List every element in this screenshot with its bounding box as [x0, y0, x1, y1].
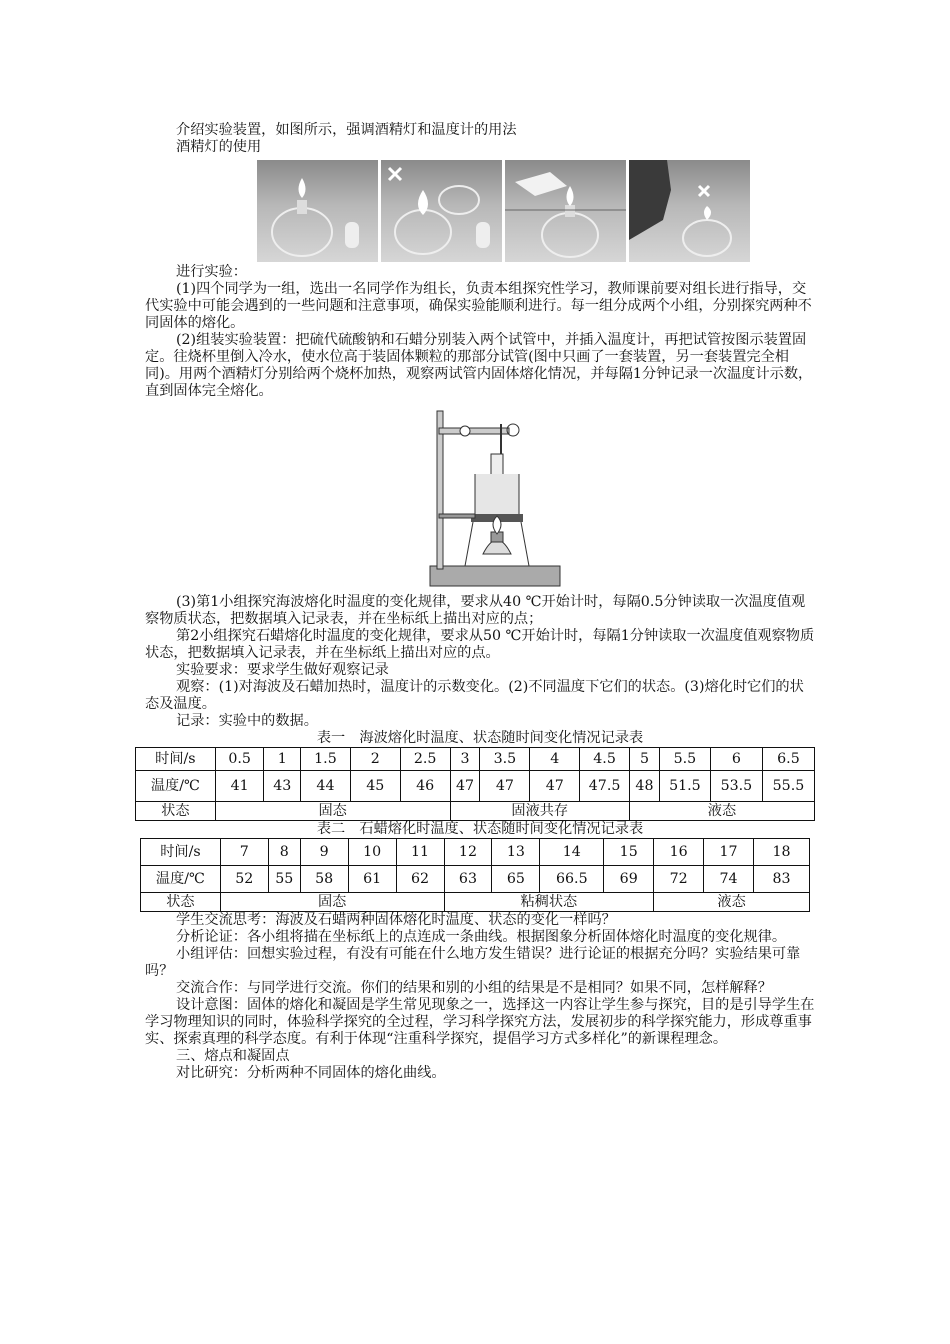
table-cell: 45 — [350, 771, 400, 802]
heating-apparatus-figure — [425, 406, 565, 590]
table-cell: 62 — [396, 866, 444, 893]
table-cell: 液态 — [654, 893, 810, 912]
table-cell: 5 — [630, 748, 660, 771]
table-cell: 72 — [654, 866, 704, 893]
table-cell: 61 — [348, 866, 396, 893]
design-text: 设计意图：固体的熔化和凝固是学生常见现象之一，选择这一内容让学生参与探究，目的是引导学生在学习物理知识的同时，体验科学探究的全过程，学习科学探究方法，发展初步的科学探究能力，形成尊重事实、探索真理的科学态度。有利于体现“注重科学探究，提倡学习方式多样化”的新课程理念。 — [145, 997, 815, 1047]
lamp-photo-strip — [257, 160, 815, 262]
experiment-heading: 进行实验： — [176, 264, 247, 280]
table-cell: 69 — [604, 866, 654, 893]
table-cell: 55.5 — [762, 771, 814, 802]
requirement-text: 实验要求：要求学生做好观察记录 — [176, 662, 389, 678]
table-cell: 时间/s — [136, 748, 216, 771]
table-cell: 2.5 — [400, 748, 450, 771]
table-cell: 1 — [264, 748, 301, 771]
table-cell: 温度/℃ — [141, 866, 221, 893]
table-cell: 16 — [654, 839, 704, 866]
table-cell: 固态 — [220, 893, 444, 912]
discuss-text: 学生交流思考：海波及石蜡两种固体熔化时温度、状态的变化一样吗？ — [176, 912, 616, 928]
analysis-text: 分析论证：各小组将描在坐标纸上的点连成一条曲线。根据图象分析固体熔化时温度的变化规律。 — [176, 929, 787, 945]
evaluate-text: 小组评估：回想实验过程，有没有可能在什么地方发生错误？进行论证的根据充分吗？实验结果可靠吗？ — [145, 946, 801, 979]
table-cell: 温度/℃ — [136, 771, 216, 802]
intro-text: 介绍实验装置，如图所示，强调酒精灯和温度计的用法 — [176, 122, 517, 138]
table-row — [136, 802, 815, 821]
document-body — [145, 122, 815, 1082]
lamp-wrong-blow-icon — [629, 160, 750, 262]
table-cell: 52 — [220, 866, 268, 893]
table-cell: 14 — [540, 839, 604, 866]
table-cell: 0.5 — [215, 748, 264, 771]
table-cell: 状态 — [141, 893, 221, 912]
table-cell: 13 — [492, 839, 540, 866]
table-cell: 51.5 — [659, 771, 710, 802]
table-cell: 47.5 — [580, 771, 630, 802]
table-cell: 粘稠状态 — [444, 893, 654, 912]
table-cell: 46 — [400, 771, 450, 802]
table-cell: 66.5 — [540, 866, 604, 893]
table-cell: 18 — [754, 839, 810, 866]
table-cell: 53.5 — [710, 771, 762, 802]
table-cell: 41 — [215, 771, 264, 802]
table-cell: 15 — [604, 839, 654, 866]
compare-text: 对比研究：分析两种不同固体的熔化曲线。 — [176, 1065, 446, 1081]
table-cell: 74 — [704, 866, 754, 893]
table-row — [136, 771, 815, 802]
table-cell: 6.5 — [762, 748, 814, 771]
table-cell: 48 — [630, 771, 660, 802]
table-cell: 58 — [300, 866, 348, 893]
section-heading: 三、熔点和凝固点 — [176, 1048, 290, 1064]
table1 — [135, 747, 815, 821]
table-cell: 5.5 — [659, 748, 710, 771]
table-cell: 83 — [754, 866, 810, 893]
table-cell: 9 — [300, 839, 348, 866]
table-cell: 4.5 — [580, 748, 630, 771]
table-cell: 63 — [444, 866, 492, 893]
table-cell: 55 — [268, 866, 300, 893]
table2-caption: 表二 石蜡熔化时温度、状态随时间变化情况记录表 — [316, 821, 644, 837]
table-cell: 47 — [530, 771, 580, 802]
table-cell: 47 — [450, 771, 480, 802]
step1-text: (1)四个同学为一组，选出一名同学作为组长，负责本组探究性学习，教师课前要对组长进行指导，交代实验中可能会遇到的一些问题和注意事项，确保实验能顺利进行。每一组分成两个小组，分别探究两种不同固体的熔化。 — [145, 281, 812, 331]
table-cell: 47 — [480, 771, 530, 802]
table-cell: 17 — [704, 839, 754, 866]
table-cell: 液态 — [630, 802, 815, 821]
step2-text: (2)组装实验装置：把硫代硫酸钠和石蜡分别装入两个试管中，并插入温度计，再把试管按图示装置固定。往烧杯里倒入冷水，使水位高于装固体颗粒的那部分试管(图中只画了一套装置，另一套装置完全相同)。用两个酒精灯分别给两个烧杯加热，观察两试管内固体熔化情况，并每隔1分钟记录一次温度计示数，直到固体完全熔化。 — [145, 332, 813, 399]
table-row — [136, 748, 815, 771]
table-row — [141, 893, 810, 912]
lamp-extinguish-icon — [505, 160, 626, 262]
table-cell: 状态 — [136, 802, 216, 821]
table-cell: 44 — [301, 771, 351, 802]
table-cell: 4 — [530, 748, 580, 771]
step3b-text: 第2小组探究石蜡熔化时温度的变化规律，要求从50 ℃开始计时，每隔1分钟读取一次温度值观察物质状态，把数据填入记录表，并在坐标纸上描出对应的点。 — [145, 628, 815, 661]
table-cell: 10 — [348, 839, 396, 866]
table-cell: 43 — [264, 771, 301, 802]
table-cell: 固态 — [215, 802, 450, 821]
table2 — [140, 838, 810, 912]
record-text: 记录：实验中的数据。 — [176, 713, 318, 729]
table-cell: 1.5 — [301, 748, 351, 771]
table-cell: 固液共存 — [450, 802, 629, 821]
table-cell: 6 — [710, 748, 762, 771]
table-cell: 11 — [396, 839, 444, 866]
table-cell: 65 — [492, 866, 540, 893]
table-cell: 3 — [450, 748, 480, 771]
table-cell: 12 — [444, 839, 492, 866]
lamp-wrong-light-icon — [381, 160, 502, 262]
table-row — [141, 866, 810, 893]
table-cell: 3.5 — [480, 748, 530, 771]
table-cell: 时间/s — [141, 839, 221, 866]
lamp-title: 酒精灯的使用 — [176, 139, 262, 155]
cooperate-text: 交流合作：与同学进行交流。你们的结果和别的小组的结果是不是相同？如果不同，怎样解释？ — [176, 980, 772, 996]
lamp-correct-light-icon — [257, 160, 378, 262]
table-row — [141, 839, 810, 866]
table-cell: 7 — [220, 839, 268, 866]
step3-text: (3)第1小组探究海波熔化时温度的变化规律，要求从40 ℃开始计时，每隔0.5分钟读取一次温度值观察物质状态，把数据填入记录表，并在坐标纸上描出对应的点； — [145, 594, 806, 627]
table1-caption: 表一 海波熔化时温度、状态随时间变化情况记录表 — [316, 730, 644, 746]
observe-text: 观察：(1)对海波及石蜡加热时，温度计的示数变化。(2)不同温度下它们的状态。(3)熔化时它们的状态及温度。 — [145, 679, 804, 712]
table-cell: 8 — [268, 839, 300, 866]
table-cell: 2 — [350, 748, 400, 771]
